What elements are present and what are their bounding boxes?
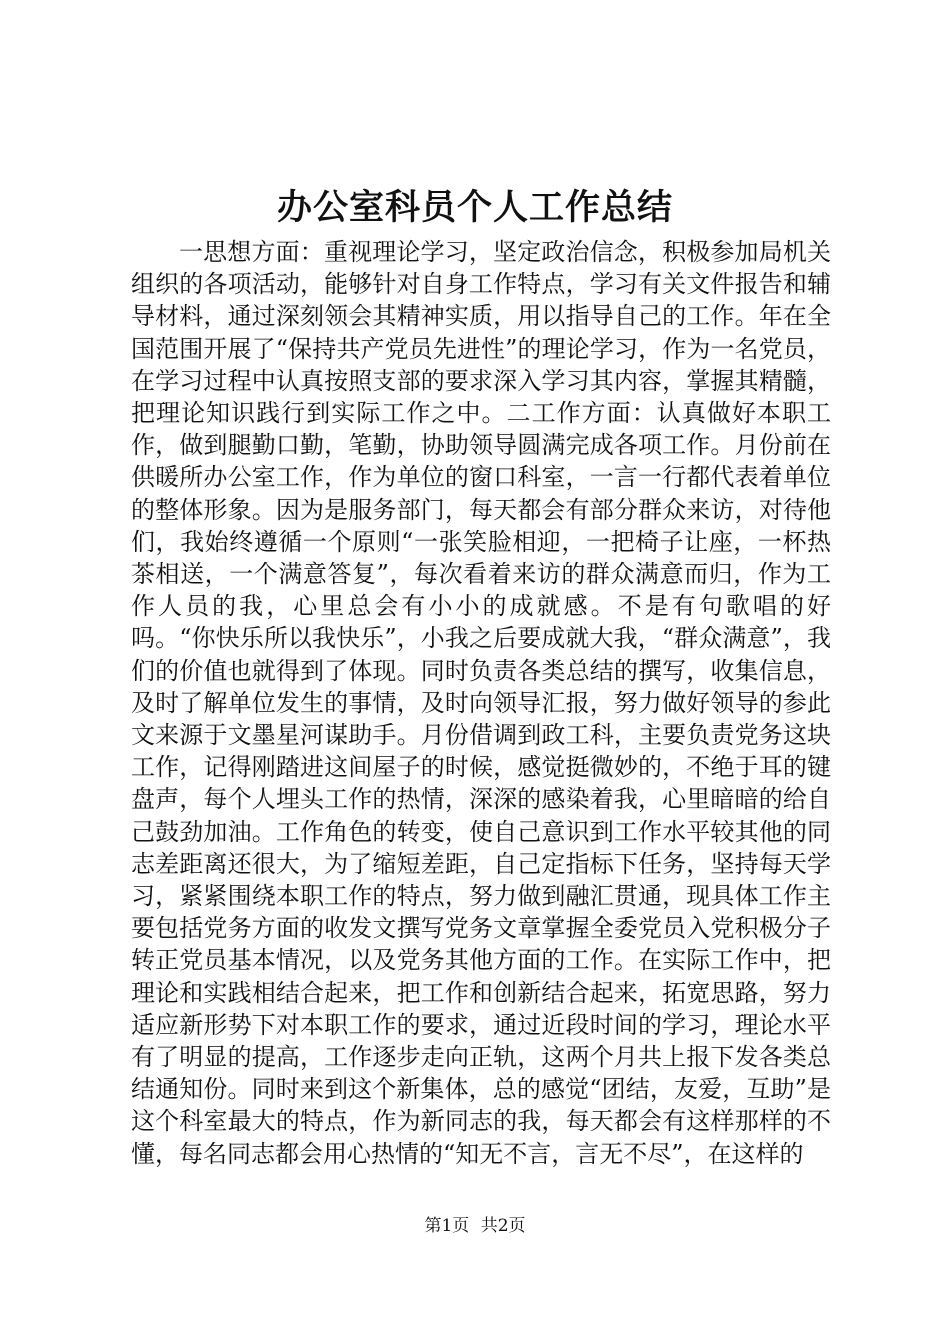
page-footer [0,1214,950,1238]
page-number-current: 第1页 [424,1216,470,1236]
document-body-paragraph: 一思想方面：重视理论学习，坚定政治信念，积极参加局机关组织的各项活动，能够针对自身工作特点，学习有关文件报告和辅导材料，通过深刻领会其精神实质，用以指导自己的工作。年在全国范围开展了“保持共产党员先进性”的理论学习，作为一名党员，在学习过程中认真按照支部的要求深入学习其内容，掌握其精髓，把理论知识践行到实际工作之中。二工作方面：认真做好本职工作，做到腿勤口勤，笔勤，协助领导圆满完成各项工作。月份前在供暖所办公室工作，作为单位的窗口科室，一言一行都代表着单位的整体形象。因为是服务部门，每天都会有部分群众来访，对待他们，我始终遵循一个原则“一张笑脸相迎，一把椅子让座，一杯热茶相送，一个满意答复”，每次看着来访的群众满意而归，作为工作人员的我，心里总会有小小的成就感。不是有句歌唱的好吗。“你快乐所以我快乐”，小我之后要成就大我，“群众满意”，我们的价值也就得到了体现。同时负责各类总结的撰写，收集信息，及时了解单位发生的事情，及时向领导汇报，努力做好领导的参此文来源于文墨星河谋助手。月份借调到政工科，主要负责党务这块工作，记得刚踏进这间屋子的时候，感觉挺微妙的，不绝于耳的键盘声，每个人埋头工作的热情，深深的感染着我，心里暗暗的给自己鼓劲加油。工作角色的转变，使自己意识到工作水平较其他的同志差距离还很大，为了缩短差距，自己定指标下任务，坚持每天学习，紧紧围绕本职工作的特点，努力做到融汇贯通，现具体工作主要包括党务方面的收发文撰写党务文章掌握全委党员入党积极分子转正党员基本情况，以及党务其他方面的工作。在实际工作中，把理论和实践相结合起来，把工作和创新结合起来，拓宽思路，努力适应新形势下对本职工作的要求，通过近段时间的学习，理论水平有了明显的提高，工作逐步走向正轨，这两个月共上报下发各类总结通知份。同时来到这个新集体，总的感觉“团结，友爱，互助”是这个科室最大的特点，作为新同志的我，每天都会有这样那样的不懂，每名同志都会用心热情的“知无不言，言无不尽”，在这样的 [131,238,831,1168]
document-title: 办公室科员个人工作总结 [276,187,673,228]
page-number-total: 共2页 [480,1216,526,1236]
